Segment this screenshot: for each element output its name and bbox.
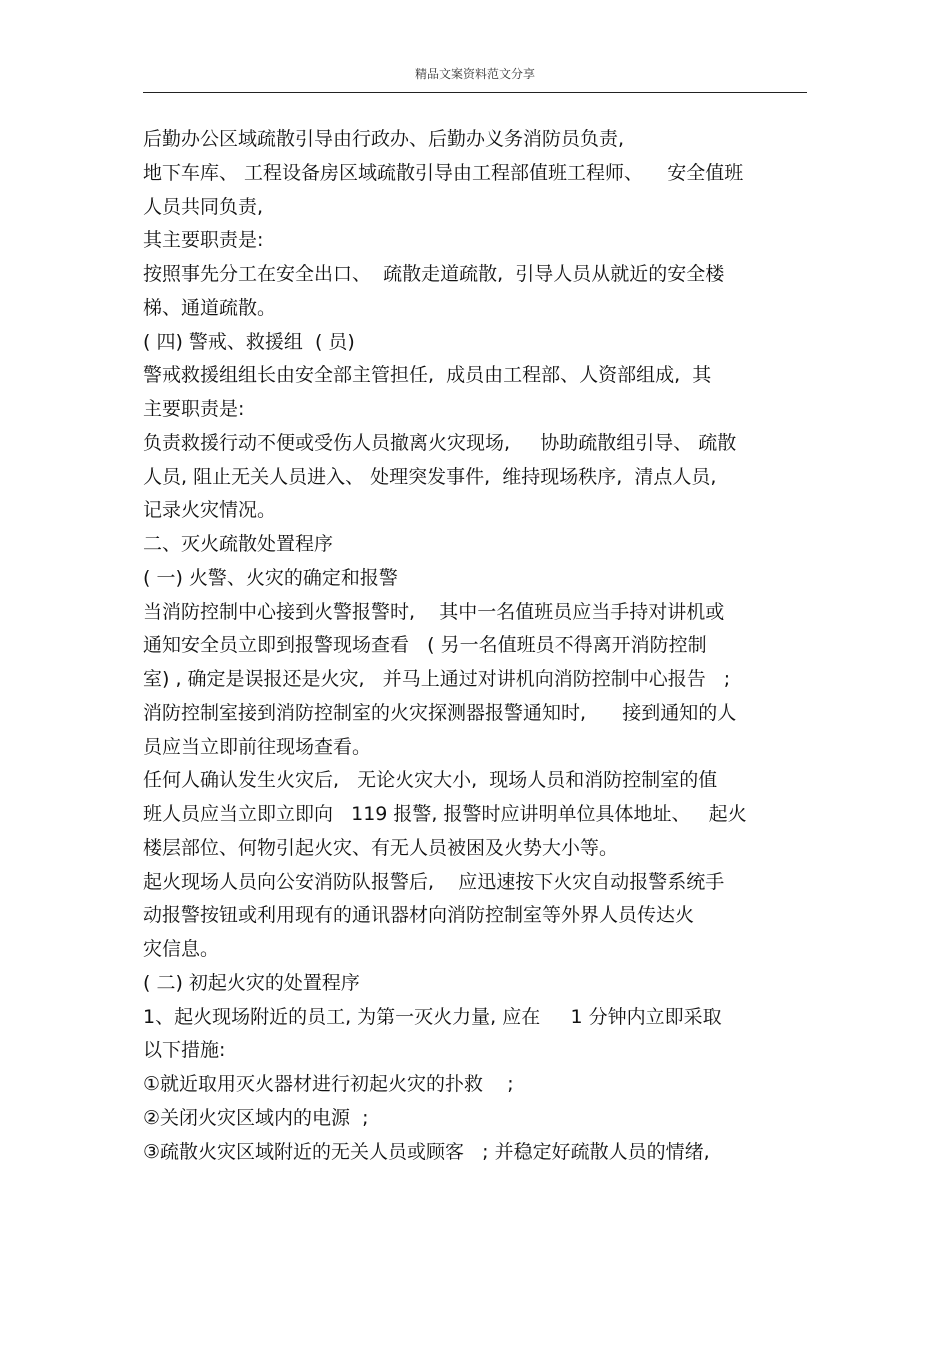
text-line: 起火现场人员向公安消防队报警后, 应迅速按下火灾自动报警系统手: [143, 870, 725, 893]
text-line: 梯、通道疏散。: [143, 296, 277, 319]
text-line: 负责救援行动不便或受伤人员撤离火灾现场, 协助疏散组引导、 疏散: [143, 431, 737, 454]
text-line: 室) , 确定是误报还是火灾, 并马上通过对讲机向消防控制中心报告 ;: [143, 668, 731, 690]
text-line: 楼层部位、何物引起火灾、有无人员被困及火势大小等。: [143, 836, 619, 859]
text-line: 以下措施:: [143, 1039, 226, 1062]
text-line: 人员, 阻止无关人员进入、 处理突发事件, 维持现场秩序, 清点人员,: [143, 465, 717, 488]
text-line: 后勤办公区域疏散引导由行政办、后勤办义务消防员负责,: [143, 128, 625, 150]
section-heading: ( 二) 初起火灾的处置程序: [143, 971, 360, 994]
page-header: [143, 60, 807, 93]
text-line: 地下车库、 工程设备房区域疏散引导由工程部值班工程师、 安全值班: [143, 161, 744, 184]
text-line: 警戒救援组组长由安全部主管担任, 成员由工程部、人资部组成, 其: [143, 364, 712, 387]
list-item: ③疏散火灾区域附近的无关人员或顾客 ; 并稳定好疏散人员的情绪,: [143, 1140, 710, 1163]
text-line: 动报警按钮或利用现有的通讯器材向消防控制室等外界人员传达火: [143, 904, 695, 927]
text-line: 记录火灾情况。: [143, 499, 277, 522]
text-line: 主要职责是:: [143, 398, 245, 420]
section-heading: ( 四) 警戒、救援组 ( 员): [143, 330, 355, 353]
section-heading: 二、灭火疏散处置程序: [143, 533, 334, 555]
text-line: 1、起火现场附近的员工, 为第一灭火力量, 应在 1 分钟内立即采取: [143, 1005, 722, 1028]
list-item: ①就近取用灭火器材进行初起火灾的扑救 ;: [143, 1073, 514, 1095]
text-line: 通知安全员立即到报警现场查看 ( 另一名值班员不得离开消防控制: [143, 634, 707, 657]
header-title: 精品文案资料范文分享: [414, 67, 535, 81]
text-line: 员应当立即前往现场查看。: [143, 735, 372, 758]
text-line: 当消防控制中心接到火警报警时, 其中一名值班员应当手持对讲机或: [143, 600, 725, 623]
text-line: 按照事先分工在安全出口、 疏散走道疏散, 引导人员从就近的安全楼: [143, 263, 725, 285]
text-line: 班人员应当立即立即向 119 报警, 报警时应讲明单位具体地址、 起火: [143, 803, 747, 825]
document-body: [143, 123, 813, 1169]
list-item: ②关闭火灾区域内的电源 ;: [143, 1106, 369, 1129]
text-line: 人员共同负责,: [143, 195, 264, 218]
text-line: 其主要职责是:: [143, 229, 264, 252]
section-heading: ( 一) 火警、火灾的确定和报警: [143, 566, 398, 589]
text-line: 灾信息。: [143, 938, 220, 960]
text-line: 消防控制室接到消防控制室的火灾探测器报警通知时, 接到通知的人: [143, 701, 737, 724]
text-line: 任何人确认发生火灾后, 无论火灾大小, 现场人员和消防控制室的值: [143, 769, 718, 792]
